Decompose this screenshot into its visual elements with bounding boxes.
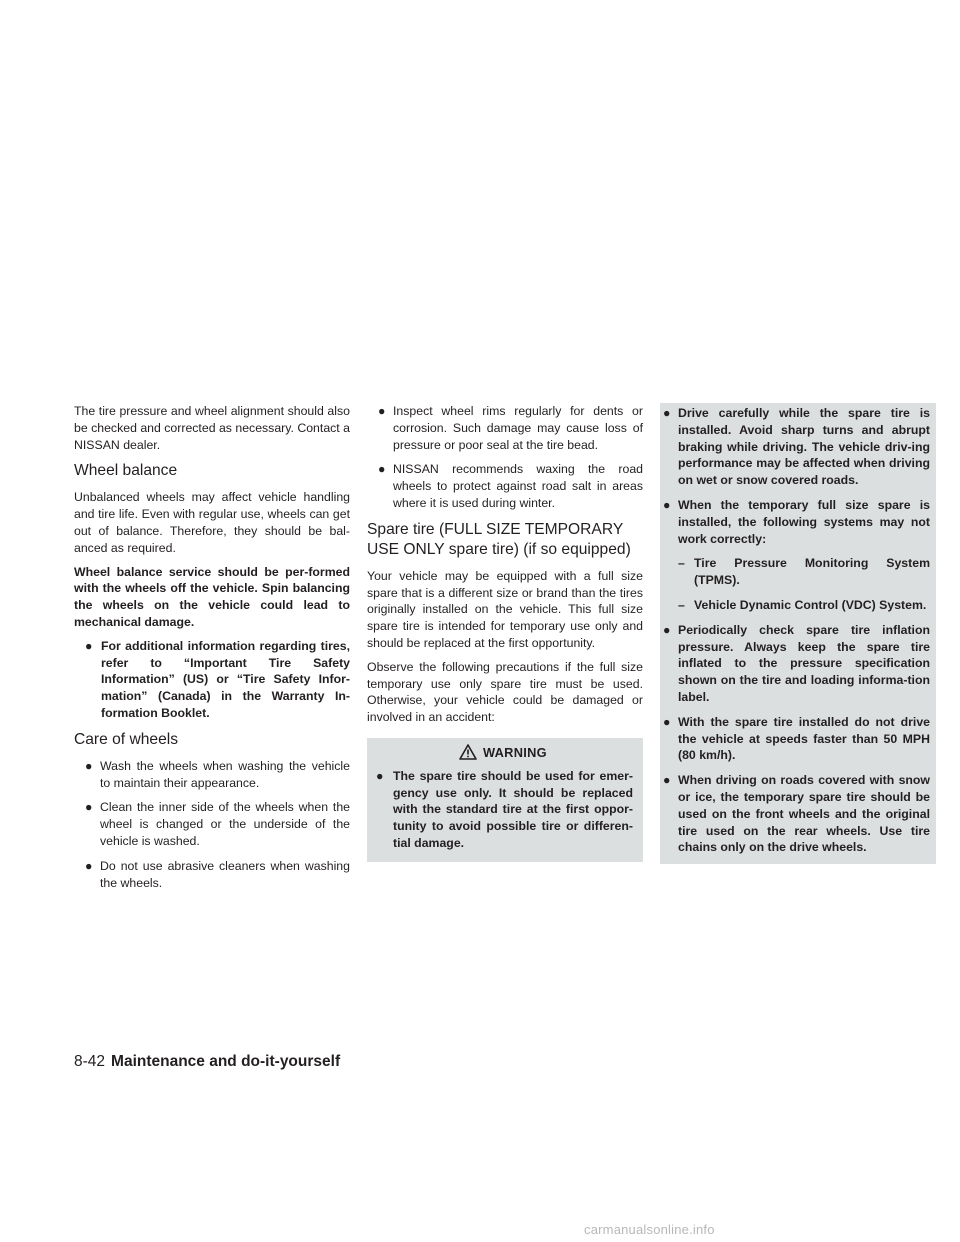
list-item [367, 461, 643, 511]
bullet-text: When the temporary full size spare is installed, the following systems may not work correctly: [678, 497, 930, 546]
watermark: carmanualsonline.info [584, 1222, 715, 1237]
care-of-wheels-heading: Care of wheels [74, 730, 179, 748]
bullet-glyph: ● [85, 800, 93, 815]
warning-title: WARNING [482, 744, 547, 760]
bullet-text: For additional information regarding tires, refer to “Important Tire Safety Information” (US) or “Tire Safety Infor-mation” (Canada) in the Warranty In-formation Booklet. [101, 638, 350, 720]
list-item [74, 638, 350, 722]
bullet-glyph: ● [376, 768, 384, 783]
bullet-text: With the spare tire installed do not drive the vehicle at speeds faster than 50 MPH (80 km/h). [678, 714, 930, 763]
list-item [660, 597, 930, 614]
bullet-text: Do not use abrasive cleaners when washing the wheels. [100, 858, 350, 890]
bullet-text: Drive carefully while the spare tire is installed. Avoid sharp turns and abrupt braking while driving. The vehicle driv-ing performance may be affected when driving on wet or snow covered roads. [678, 406, 930, 488]
dash-text: Vehicle Dynamic Control (VDC) System. [694, 597, 927, 612]
list-item [74, 858, 350, 892]
warning-triangle-icon [459, 744, 477, 760]
list-item [660, 405, 930, 489]
spare-tire-paragraph-2: Observe the following precautions if the full size temporary use only spare tire must be used. Otherwise, your vehicle could be damaged or involved in an accident: [367, 659, 643, 725]
bullet-text: Clean the inner side of the wheels when the wheel is changed or the underside of the vehicle is washed. [100, 800, 350, 848]
warning-box [367, 738, 643, 862]
bullet-glyph: ● [663, 406, 671, 420]
bullet-glyph: ● [663, 497, 671, 512]
dash-glyph: – [678, 597, 685, 612]
warning-continued-box [660, 403, 936, 864]
list-item [660, 714, 930, 764]
warning-header [373, 744, 633, 762]
bullet-glyph: ● [378, 462, 386, 477]
spare-tire-heading: Spare tire (FULL SIZE TEMPORARY USE ONLY spare tire) (if so equipped) [367, 520, 631, 558]
section-title: Maintenance and do-it-yourself [111, 1053, 341, 1070]
column-1 [74, 403, 350, 899]
wheel-balance-heading: Wheel balance [74, 462, 178, 480]
list-item [74, 758, 350, 792]
wheel-balance-body: Unbalanced wheels may affect vehicle handling and tire life. Even with regular use, wheels can get out of balance. Therefore, they should be bal-anced as required. [74, 490, 350, 555]
bullet-glyph: ● [85, 858, 93, 873]
bullet-glyph: ● [663, 622, 671, 637]
bullet-glyph: ● [663, 773, 671, 788]
bullet-text: Wash the wheels when washing the vehicle to maintain their appearance. [100, 758, 350, 790]
dash-glyph: – [678, 556, 685, 571]
list-item [660, 622, 930, 706]
spare-tire-paragraph-1: Your vehicle may be equipped with a full size spare that is a different size or brand than the tires originally installed on the vehicle. This full size spare tire is intended for temporary use only and should be replaced at the first opportunity. [367, 568, 643, 650]
bullet-glyph: ● [85, 638, 93, 653]
list-item [367, 403, 643, 453]
bullet-text: When driving on roads covered with snow or ice, the temporary spare tire should be used on the front wheels and the original tire used on the rear wheels. Use tire chains only on the drive wheels. [678, 773, 930, 855]
list-item [660, 555, 930, 589]
bullet-glyph: ● [85, 758, 93, 773]
page-number: 8-42 [74, 1053, 106, 1070]
intro-paragraph: The tire pressure and wheel alignment should also be checked and corrected as necessary. Contact a NISSAN dealer. [74, 404, 350, 452]
list-item [660, 772, 930, 856]
bullet-glyph: ● [378, 404, 386, 418]
bullet-text: The spare tire should be used for emer-gency use only. It should be replaced with the standard tire at the first oppor-tunity to avoid possible tire or differen-tial damage. [393, 768, 633, 850]
bullet-text: NISSAN recommends waxing the road wheels to protect against road salt in areas where it is used during winter. [393, 462, 643, 510]
wheel-balance-caution: Wheel balance service should be per-formed with the wheels off the vehicle. Spin balancing the wheels on the vehicle could lead to mechanical damage. [74, 564, 350, 629]
column-3 [660, 403, 936, 864]
column-2 [367, 403, 643, 862]
list-item [373, 768, 633, 852]
list-item [660, 497, 930, 547]
dash-text: Tire Pressure Monitoring System (TPMS). [694, 556, 930, 588]
list-item [74, 799, 350, 849]
bullet-glyph: ● [663, 714, 671, 729]
page-footer [74, 1053, 340, 1071]
bullet-text: Periodically check spare tire inflation pressure. Always keep the spare tire inflated to the pressure specification shown on the tire and loading informa-tion label. [678, 622, 930, 704]
bullet-text: Inspect wheel rims regularly for dents or corrosion. Such damage may cause loss of pressure or poor seal at the tire bead. [393, 404, 643, 452]
